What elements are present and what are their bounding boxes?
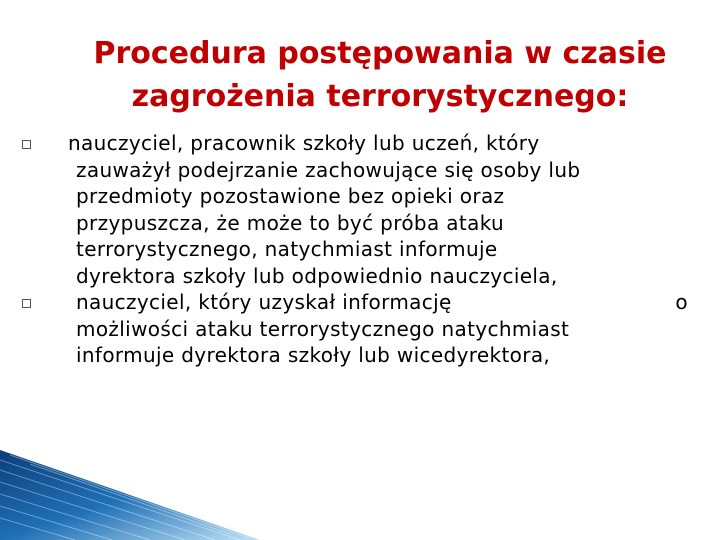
bullet-2-line-2: możliwości ataku terrorystycznego natychmiast [76,316,570,341]
bullet-2-line-1-main: nauczyciel, który uzyskał informację [76,290,452,314]
bullet-1-line-5: terrorystycznego, natychmiast informuje [76,237,498,261]
bullet-item-2 [22,289,688,369]
bullet-1-line-2: zauważył podejrzanie zachowujące się osoby lub [76,157,581,182]
bullet-2-line-3: informuje dyrektora szkoły lub wicedyrektora, [76,343,551,367]
bullet-2-line-1-end: o [675,290,688,314]
decoration-wedge [0,450,260,540]
bullet-1-line-1: nauczyciel, pracownik szkoły lub uczeń, który [68,131,540,155]
slide-title-line-1: Procedura postępowania w czasie [93,36,667,71]
bullet-1-line-3: przedmioty pozostawione bez opieki oraz [76,184,505,208]
bullet-1-line-6: dyrektora szkoły lub odpowiednio nauczyciela, [76,263,558,288]
hollow-square-bullet-icon [22,140,31,149]
bullet-list [22,130,688,369]
hollow-square-bullet-icon [22,299,31,308]
corner-decoration [0,450,260,540]
bullet-item-1 [22,130,688,289]
bullet-1-line-4: przypuszcza, że może to być próba ataku [76,210,505,235]
bullet-2-line-1 [76,289,688,316]
slide-title [60,32,700,118]
slide-title-line-2: zagrożenia terrorystycznego: [131,79,629,114]
